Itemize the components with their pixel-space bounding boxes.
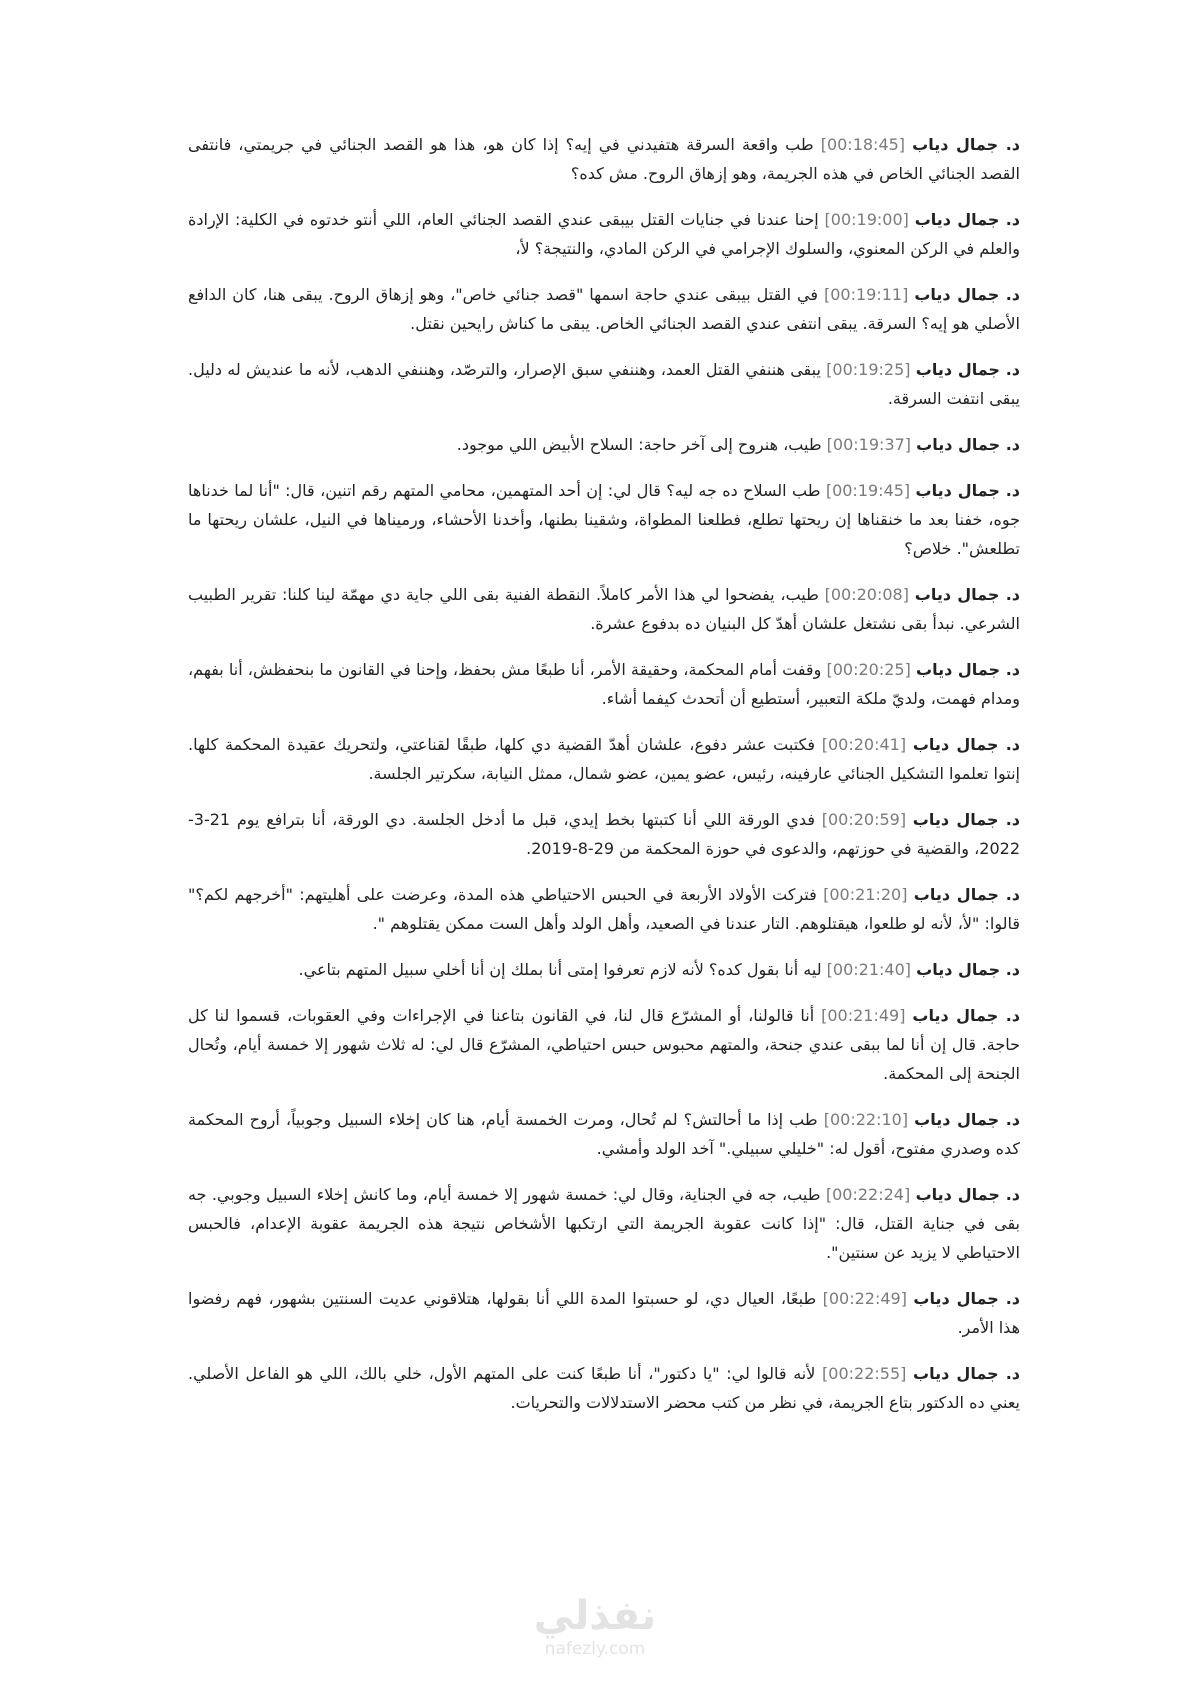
segment-text: طيب، جه في الجناية، وقال لي: خمسة شهور إلا خمسة أيام، وما كانش إخلاء السبيل وجوبي. جه بقى في جناية القتل، قال: "إذا كانت عقوبة الجريمة التي ارتكبها الأشخاص نتيجة هذه الجريمة عقوبة الإعدام، فالحبس الاحتياطي لا يزيد عن سنتين". <box>188 1185 1020 1262</box>
timestamp: [00:22:10] <box>823 1110 909 1129</box>
segment-text: طيب، يفضحوا لي هذا الأمر كاملاً. النقطة الفنية بقى اللي جاية دي مهمّة لينا كلنا: تقرير الطبيب الشرعي. نبدأ بقى نشتغل علشان أهدّ كل البنيان ده بدفوع عشرة. <box>188 585 1020 633</box>
segment-text: أنا قالولنا، أو المشرّع قال لنا، في القانون بتاعنا في الإجراءات وفي العقوبات، قسموا لنا كل حاجة. قال إن أنا لما ببقى عندي جنحة، والمتهم محبوس حبس احتياطي، المشرّع قال لي: له ثلاث شهور إلا خمسة أيام، وتُحال الجنحة إلى المحكمة. <box>188 1006 1020 1083</box>
speaker-name: د. جمال دياب <box>913 1364 1020 1383</box>
transcript-segment <box>188 880 1020 938</box>
transcript <box>188 130 1020 1434</box>
timestamp: [00:19:25] <box>826 360 911 379</box>
timestamp: [00:20:41] <box>821 735 907 754</box>
watermark <box>505 1594 685 1660</box>
segment-text: طب إذا ما أحالتش؟ لم تُحال، ومرت الخمسة أيام، هنا كان إخلاء السبيل وجوبياً، أروح المحكمة كده وصدري مفتوح، أقول له: "خليلي سبيلي." آخد الولد وأمشي. <box>188 1110 1020 1158</box>
timestamp: [00:19:00] <box>824 210 909 229</box>
transcript-segment <box>188 280 1020 338</box>
segment-text: طب السلاح ده جه ليه؟ قال لي: إن أحد المتهمين، محامي المتهم رقم اتنين، قال: "أنا لما خدناها جوه، خفنا بعد ما خنقناها إن ريحتها تطلع، فطلعنا المطواة، وشقينا بطنها، وأخدنا الأحشاء، ورميناها في النيل، علشان ريحتها ما تطلعش". خلاص؟ <box>188 481 1020 558</box>
timestamp: [00:21:49] <box>821 1006 906 1025</box>
transcript-segment <box>188 430 1020 459</box>
speaker-name: د. جمال دياب <box>915 660 1020 679</box>
timestamp: [00:18:45] <box>820 135 906 154</box>
speaker-name: د. جمال دياب <box>912 1006 1020 1025</box>
speaker-name: د. جمال دياب <box>914 285 1020 304</box>
speaker-name: د. جمال دياب <box>913 1289 1020 1308</box>
transcript-segment <box>188 955 1020 984</box>
timestamp: [00:22:49] <box>822 1289 907 1308</box>
timestamp: [00:20:25] <box>826 660 911 679</box>
speaker-name: د. جمال دياب <box>914 210 1020 229</box>
speaker-name: د. جمال دياب <box>912 135 1020 154</box>
segment-text: وقفت أمام المحكمة، وحقيقة الأمر، أنا طبعًا مش بحفظ، وإحنا في القانون ما بنحفظش، أنا بفهم، ومدام فهمت، ولديّ ملكة التعبير، أستطيع أن أتحدث كيفما أشاء. <box>188 660 1020 708</box>
speaker-name: د. جمال دياب <box>915 360 1020 379</box>
segment-text: فتركت الأولاد الأربعة في الحبس الاحتياطي هذه المدة، وعرضت على أهليتهم: "أخرجهم لكم؟" قالوا: "لأ، لأنه لو طلعوا، هيقتلوهم. التار عندنا في الصعيد، وأهل الولد وأهل الست ممكن يقتلوهم ". <box>188 885 1020 933</box>
transcript-segment <box>188 1359 1020 1417</box>
speaker-name: د. جمال دياب <box>912 735 1021 754</box>
segment-text: لأنه قالوا لي: "يا دكتور"، أنا طبعًا كنت على المتهم الأول، خلي بالك، اللي هو الفاعل الأصلي. يعني ده الدكتور بتاع الجريمة، في نظر من كتب محضر الاستدلالات والتحريات. <box>188 1364 1020 1412</box>
timestamp: [00:22:55] <box>822 1364 907 1383</box>
transcript-segment <box>188 476 1020 563</box>
transcript-segment <box>188 1180 1020 1267</box>
transcript-segment <box>188 205 1020 263</box>
transcript-segment <box>188 805 1020 863</box>
transcript-segment <box>188 1284 1020 1342</box>
timestamp: [00:19:45] <box>825 481 911 500</box>
speaker-name: د. جمال دياب <box>914 1110 1021 1129</box>
speaker-name: د. جمال دياب <box>912 810 1020 829</box>
segment-text: في القتل بيبقى عندي حاجة اسمها "قصد جنائي خاص"، وهو إزهاق الروح. يبقى هنا، كان الدافع الأصلي هو إيه؟ السرقة. يبقى انتفى عندي القصد الجنائي الخاص. يبقى ما كناش رايحين نقتل. <box>188 285 1020 333</box>
timestamp: [00:22:24] <box>825 1185 911 1204</box>
transcript-segment <box>188 355 1020 413</box>
segment-text: يبقى هننفي القتل العمد، وهننفي سبق الإصرار، والترصّد، وهننفي الدهب، لأنه ما عنديش له دليل. يبقى انتفت السرقة. <box>188 360 1020 408</box>
speaker-name: د. جمال دياب <box>915 481 1020 500</box>
speaker-name: د. جمال دياب <box>914 585 1020 604</box>
timestamp: [00:21:20] <box>823 885 908 904</box>
timestamp: [00:20:08] <box>824 585 909 604</box>
watermark-logo: نفذلي <box>533 1593 657 1639</box>
speaker-name: د. جمال دياب <box>916 435 1020 454</box>
transcript-segment <box>188 1105 1020 1163</box>
transcript-segment <box>188 655 1020 713</box>
watermark-url: nafezly.com <box>544 1639 646 1659</box>
segment-text: طيب، هنروح إلى آخر حاجة: السلاح الأبيض اللي موجود. <box>456 435 822 454</box>
timestamp: [00:19:37] <box>826 435 912 454</box>
segment-text: إحنا عندنا في جنايات القتل بيبقى عندي القصد الجنائي العام، اللي أنتو خدتوه في الكلية: الإرادة والعلم في الركن المعنوي، والسلوك الإجرامي في الركن المادي، والنتيجة؟ لأ، <box>188 210 1020 258</box>
segment-text: طب واقعة السرقة هتفيدني في إيه؟ إذا كان هو، هذا هو القصد الجنائي في جريمتي، فانتفى القصد الجنائي الخاص في هذه الجريمة، وهو إزهاق الروح. مش كده؟ <box>188 135 1020 183</box>
timestamp: [00:20:59] <box>821 810 907 829</box>
transcript-segment <box>188 730 1020 788</box>
transcript-segment <box>188 580 1020 638</box>
segment-text: فدي الورقة اللي أنا كتبتها بخط إيدي، قبل ما أدخل الجلسة. دي الورقة، أنا بترافع يوم 21-3-2022، والقضية في حوزتهم، والدعوى في حوزة المحكمة من 29-8-2019. <box>188 810 1020 858</box>
segment-text: طبعًا، العيال دي، لو حسبتوا المدة اللي أنا بقولها، هتلاقوني عديت السنتين بشهور، فهم رفضوا هذا الأمر. <box>188 1289 1020 1337</box>
segment-text: ليه أنا بقول كده؟ لأنه لازم تعرفوا إمتى أنا بملك إن أنا أخلي سبيل المتهم بتاعي. <box>298 960 822 979</box>
transcript-segment <box>188 130 1020 188</box>
speaker-name: د. جمال دياب <box>913 885 1021 904</box>
timestamp: [00:21:40] <box>826 960 912 979</box>
speaker-name: د. جمال دياب <box>916 960 1020 979</box>
speaker-name: د. جمال دياب <box>915 1185 1021 1204</box>
segment-text: فكتبت عشر دفوع، علشان أهدّ القضية دي كلها، طبقًا لقناعتي، ولتحريك عقيدة المحكمة كلها. إنتوا تعلموا التشكيل الجنائي عارفينه، رئيس، عضو يمين، عضو شمال، ممثل النيابة، سكرتير الجلسة. <box>188 735 1020 783</box>
timestamp: [00:19:11] <box>823 285 909 304</box>
transcript-segment <box>188 1001 1020 1088</box>
